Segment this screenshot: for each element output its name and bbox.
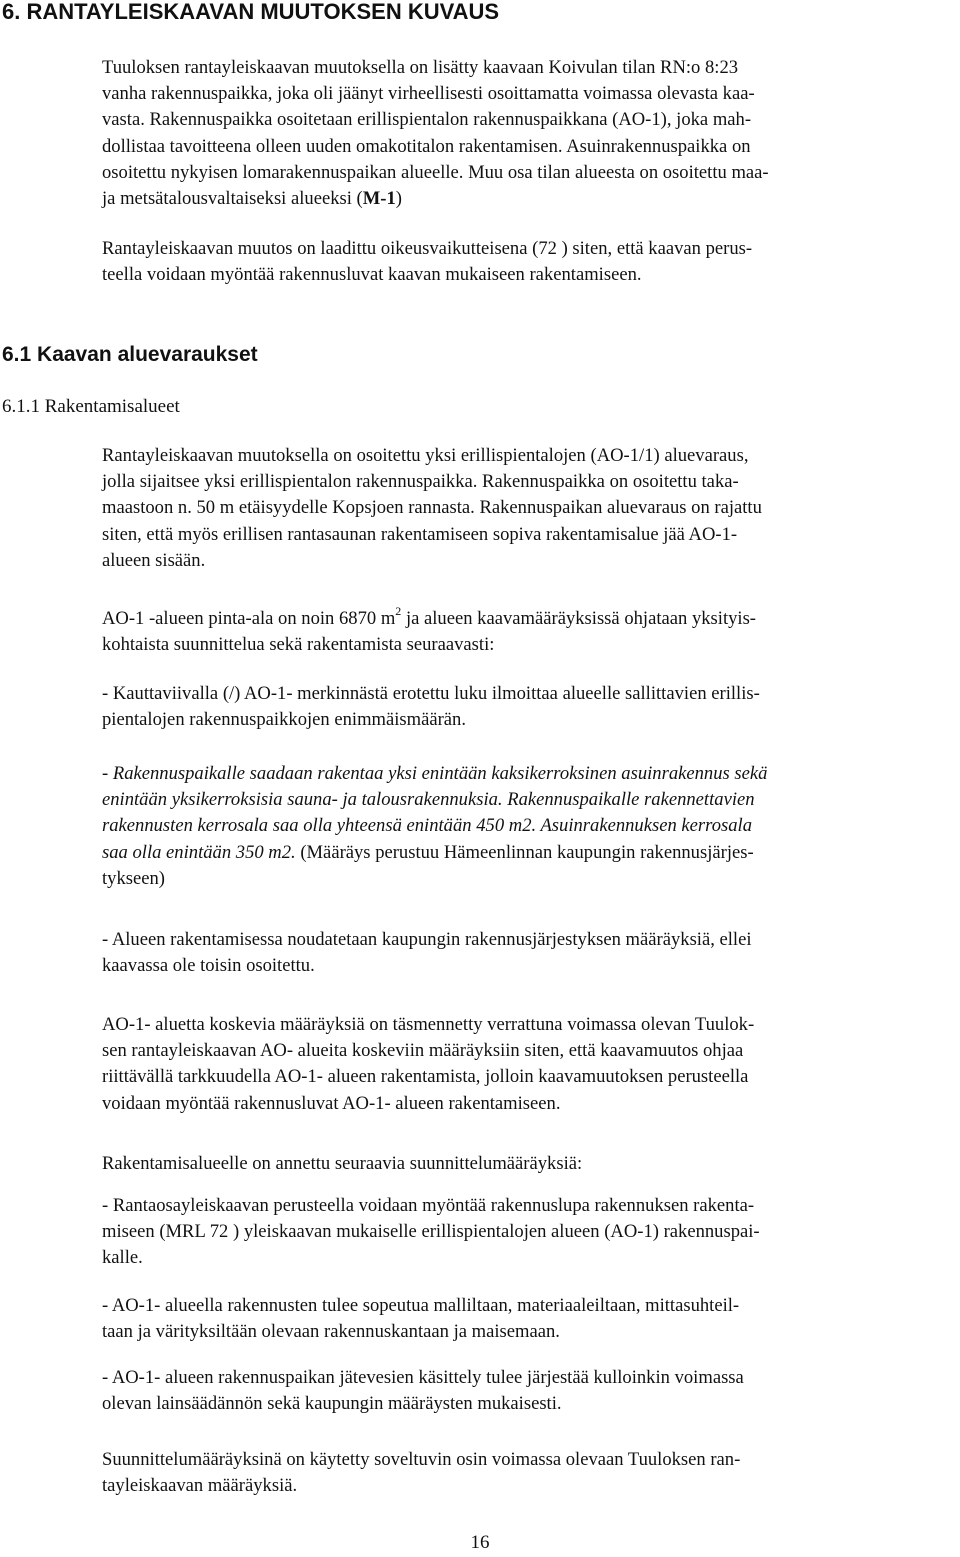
text-fragment: ) (395, 188, 402, 210)
text-line: alueen sisään. (102, 549, 206, 571)
text-line: - Rantaosayleiskaavan perusteella voidaan myöntää rakennuslupa rakennuksen rakenta- (102, 1195, 755, 1216)
regulation-item (102, 927, 960, 979)
text-line: olevan lainsäädännön sekä kaupungin määräysten mukaisesti. (102, 1393, 562, 1415)
text-line: teella voidaan myöntää rakennusluvat kaavan mukaiseen rakentamiseen. (102, 264, 642, 286)
text-line: Tuuloksen rantayleiskaavan muutoksella on lisätty kaavaan Koivulan tilan RN:o 8:23 (102, 57, 739, 78)
text-fragment: AO-1 -alueen pinta-ala on noin 6870 m (102, 608, 396, 629)
paragraph-planning-intro (102, 1151, 960, 1177)
paragraph-intro (102, 55, 960, 212)
section-heading: 6. RANTAYLEISKAAVAN MUUTOKSEN KUVAUS (2, 0, 500, 24)
text-fragment: (Määräys perustuu Hämeenlinnan kaupungin rakennusjärjes- (295, 841, 754, 863)
text-line: rakennusten kerrosala saa olla yhteensä enintään 450 m2. Asuinrakennuksen kerrosala (102, 815, 752, 837)
text-line: - Rakennuspaikalle saadaan rakentaa yksi enintään kaksikerroksinen asuinrakennus sekä (102, 763, 768, 784)
text-line (102, 840, 960, 866)
text-line: osoitettu nykyisen lomarakennuspaikan alueelle. Muu osa tilan alueesta on osoitettu maa- (102, 161, 769, 183)
paragraph-specification (102, 1012, 960, 1117)
text-line: - Kauttaviivalla (/) AO-1- merkinnästä erotettu luku ilmoittaa alueelle sallittavien erillis- (102, 683, 760, 704)
subsection-heading: 6.1 Kaavan aluevaraukset (2, 343, 258, 366)
planning-regulation (102, 1293, 960, 1345)
paragraph-area (102, 603, 960, 658)
text-line: kohtaista suunnittelua sekä rakentamista seuraavasti: (102, 634, 495, 656)
text-line: Rantayleiskaavan muutos on laadittu oikeusvaikutteisena (72 ) siten, että kaavan perus- (102, 238, 753, 259)
text-line: dollistaa tavoitteena olleen uuden omakotitalon rakentamisen. Asuinrakennuspaikka on (102, 135, 751, 157)
text-line: pientalojen rakennuspaikkojen enimmäismäärän. (102, 709, 467, 731)
planning-regulation (102, 1365, 960, 1417)
page-number: 16 (470, 1532, 490, 1553)
text-line: kaavassa ole toisin osoitettu. (102, 955, 315, 977)
zone-code-m1: M-1 (362, 188, 396, 210)
text-line: maastoon n. 50 m etäisyydelle Kopsjoen rannasta. Rakennuspaikan aluevaraus on rajattu (102, 497, 762, 519)
text-line: - AO-1- alueella rakennusten tulee sopeutua malliltaan, materiaaleiltaan, mittasuhteil- (102, 1295, 740, 1316)
text-line: jolla sijaitsee yksi erillispientalon rakennuspaikka. Rakennuspaikka on osoitettu taka- (102, 471, 739, 493)
text-line: - Alueen rakentamisessa noudatetaan kaupungin rakennusjärjestyksen määräyksiä, ellei (102, 929, 752, 950)
text-line: vanha rakennuspaikka, joka oli jäänyt virheellisesti osoittamatta voimassa olevasta kaa- (102, 83, 755, 105)
text-fragment: ja metsätalousvaltaiseksi alueeksi ( (102, 188, 363, 210)
regulation-item (102, 681, 960, 733)
text-line: tayleiskaavan määräyksiä. (102, 1475, 298, 1497)
text-line: voidaan myöntää rakennusluvat AO-1- alueen rakentamiseen. (102, 1092, 561, 1114)
text-line: Rantayleiskaavan muutoksella on osoitettu yksi erillispientalojen (AO-1/1) aluevaraus, (102, 445, 749, 466)
text-fragment: saa olla enintään 350 m2. (102, 841, 296, 863)
text-line (102, 186, 960, 212)
subsubsection-heading: 6.1.1 Rakentamisalueet (2, 396, 180, 417)
text-line: vasta. Rakennuspaikka osoitetaan erillispientalon rakennuspaikkana (AO-1), joka mah- (102, 109, 752, 131)
text-line: - AO-1- alueen rakennuspaikan jätevesien käsittely tulee järjestää kulloinkin voimassa (102, 1367, 744, 1388)
regulation-item (102, 761, 960, 892)
text-line: sen rantayleiskaavan AO- alueita koskeviin määräyksiin siten, että kaavamuutos ohjaa (102, 1040, 744, 1062)
superscript: 2 (395, 603, 402, 618)
text-line: miseen (MRL 72 ) yleiskaavan mukaiselle erillispientalojen alueen (AO-1) rakennuspai- (102, 1221, 760, 1243)
text-line (102, 603, 960, 632)
text-line: tykseen) (102, 867, 165, 889)
text-line: enintään yksikerroksisia sauna- ja talousrakennuksia. Rakennuspaikalle rakennettavien (102, 789, 755, 811)
text-line: Suunnittelumääräyksinä on käytetty soveltuvin osin voimassa olevaan Tuuloksen ran- (102, 1449, 741, 1470)
text-line: Rakentamisalueelle on annettu seuraavia suunnittelumääräyksiä: (102, 1153, 583, 1174)
paragraph-legal-effect (102, 236, 960, 288)
text-line: AO-1- aluetta koskevia määräyksiä on täsmennetty verrattuna voimassa olevan Tuulok- (102, 1014, 755, 1035)
text-line: taan ja värityksiltään olevaan rakennuskantaan ja maisemaan. (102, 1321, 560, 1343)
paragraph-closing (102, 1447, 960, 1499)
text-line: kalle. (102, 1247, 143, 1269)
text-line: siten, että myös erillisen rantasaunan rakentamiseen sopiva rakentamisalue jää AO-1- (102, 523, 738, 545)
text-fragment: ja alueen kaavamääräyksissä ohjataan yksityis- (401, 608, 756, 629)
text-line: riittävällä tarkkuudella AO-1- alueen rakentamista, jolloin kaavamuutoksen perusteella (102, 1066, 749, 1088)
planning-regulation (102, 1193, 960, 1272)
paragraph-zoning (102, 443, 960, 574)
